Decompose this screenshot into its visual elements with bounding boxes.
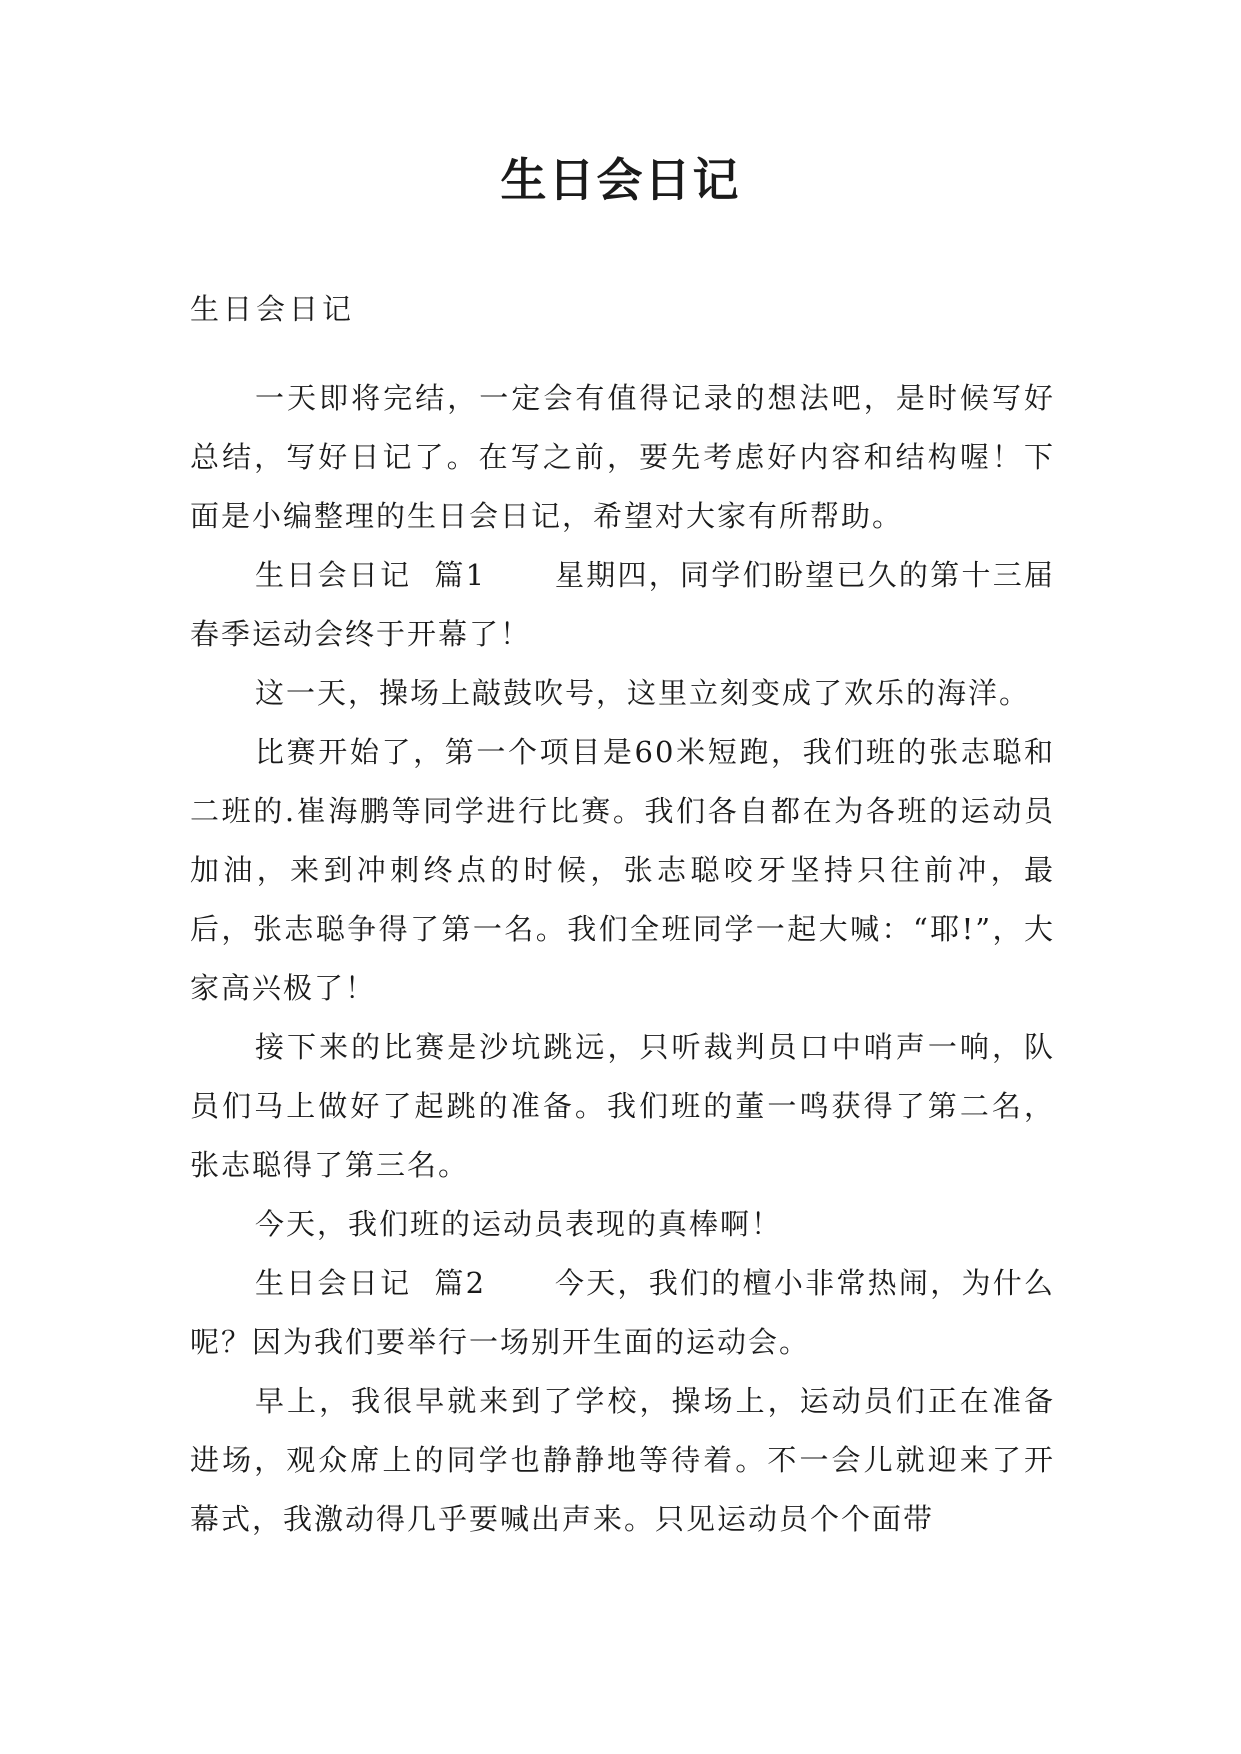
body-paragraph: 比赛开始了，第一个项目是60米短跑，我们班的张志聪和二班的.崔海鹏等同学进行比赛。我们各自都在为各班的运动员加油，来到冲刺终点的时候，张志聪咬牙坚持只往前冲，最后，张志聪争得了第一名。我们全班同学一起大喊：“耶!”，大家高兴极了！ <box>190 735 1055 1005</box>
body-paragraph: 早上，我很早就来到了学校，操场上，运动员们正在准备进场，观众席上的同学也静静地等待着。不一会儿就迎来了开幕式，我激动得几乎要喊出声来。只见运动员个个面带 <box>190 1384 1055 1536</box>
document-title: 生日会日记 <box>500 153 741 207</box>
intro-paragraph: 一天即将完结，一定会有值得记录的想法吧，是时候写好总结，写好日记了。在写之前，要先考虑好内容和结构喔！下面是小编整理的生日会日记，希望对大家有所帮助。 <box>190 381 1055 533</box>
body-paragraph: 这一天，操场上敲鼓吹号，这里立刻变成了欢乐的海洋。 <box>255 676 1031 710</box>
document-body <box>190 280 1055 1549</box>
entry-2-heading-paragraph: 生日会日记 篇2 今天，我们的檀小非常热闹，为什么呢？因为我们要举行一场别开生面的运动会。 <box>190 1266 1055 1359</box>
entry-1-heading-paragraph: 生日会日记 篇1 星期四，同学们盼望已久的第十三届春季运动会终于开幕了！ <box>190 558 1055 651</box>
document-subtitle: 生日会日记 <box>190 292 356 326</box>
body-paragraph: 今天，我们班的运动员表现的真棒啊！ <box>255 1207 783 1241</box>
body-paragraph: 接下来的比赛是沙坑跳远，只听裁判员口中哨声一响，队员们马上做好了起跳的准备。我们班的董一鸣获得了第二名，张志聪得了第三名。 <box>190 1030 1055 1182</box>
